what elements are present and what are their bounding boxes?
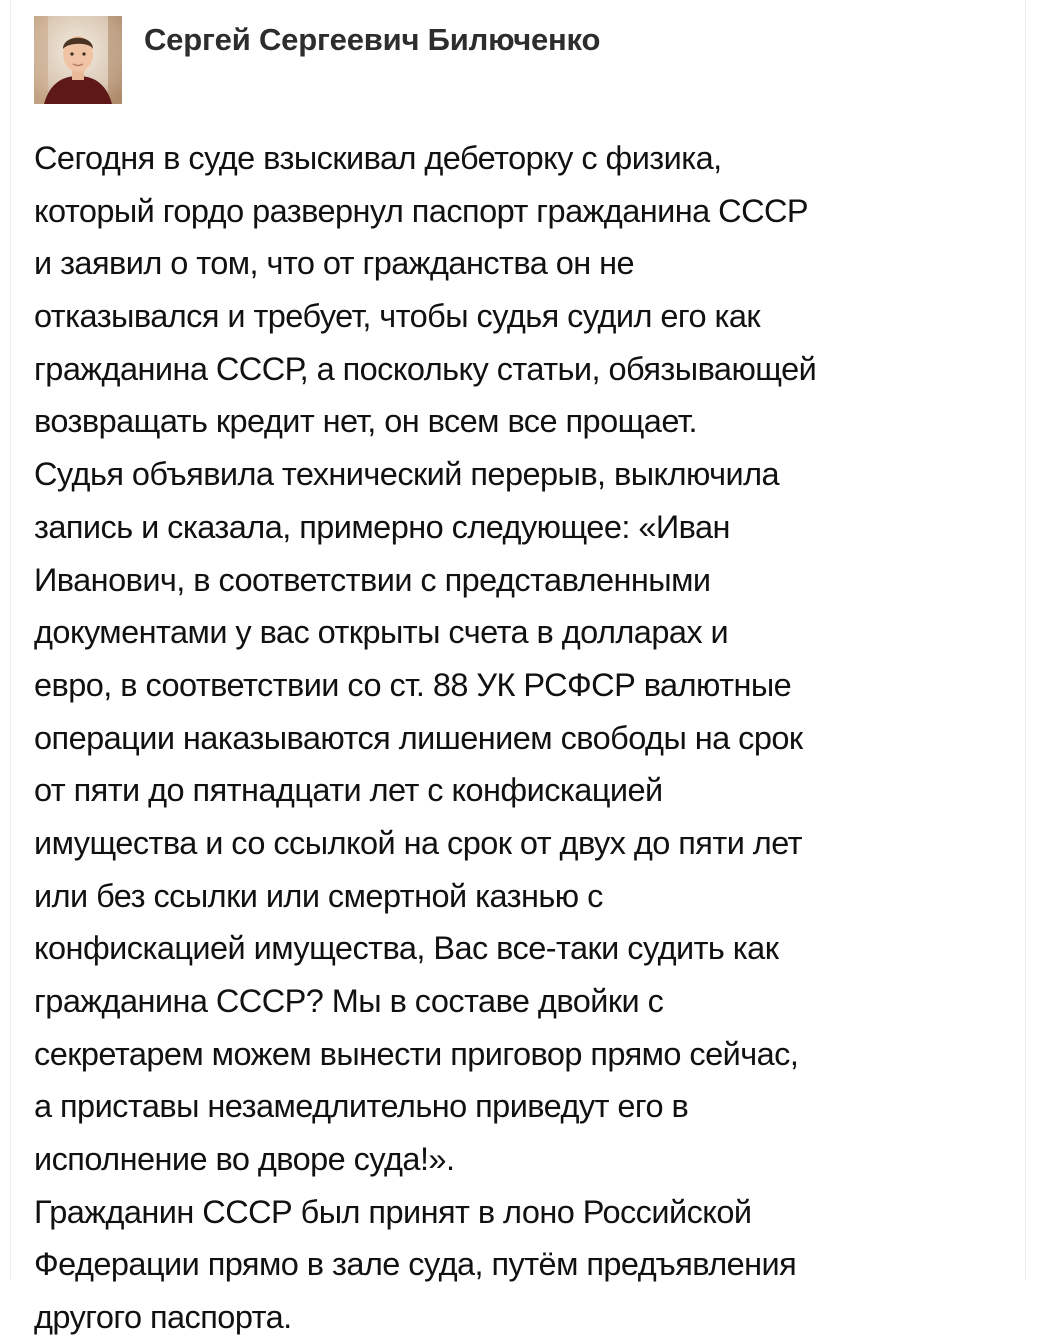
- post-text-line: имущества и со ссылкой на срок от двух до пяти лет: [34, 824, 802, 861]
- post-text-line: Судья объявила технический перерыв, выключила: [34, 456, 780, 493]
- post-header: [34, 16, 600, 104]
- post-text-line: или без ссылки или смертной казнью с: [34, 877, 603, 914]
- post-text-line: секретарем можем вынести приговор прямо сейчас,: [34, 1035, 799, 1072]
- post-text-line: который гордо развернул паспорт гражданина СССР: [34, 192, 809, 229]
- post-text-line: от пяти до пятнадцати лет с конфискацией: [34, 772, 663, 809]
- post-text-line: возвращать кредит нет, он всем все прощает.: [34, 403, 697, 440]
- post-text-line: гражданина СССР? Мы в составе двойки с: [34, 983, 664, 1019]
- post-text-line: а приставы незамедлительно приведут его в: [34, 1088, 689, 1125]
- post-text-line: гражданина СССР, а поскольку статьи, обязывающей: [34, 350, 817, 387]
- post-text-line: отказывался и требует, чтобы судья судил его как: [34, 298, 761, 335]
- author-avatar[interactable]: [34, 16, 122, 104]
- post-text-line: операции наказываются лишением свободы на срок: [34, 719, 803, 756]
- post-text-line: исполнение во дворе суда!».: [34, 1141, 455, 1178]
- post-text-line: Иванович, в соответствии с представленными: [34, 561, 711, 598]
- post-text-line: Сегодня в суде взыскивал дебеторку с физика,: [34, 140, 722, 176]
- post-text-line: другого паспорта.: [34, 1299, 292, 1336]
- post-text-line: Гражданин СССР был принят в лоно Российской: [34, 1193, 752, 1230]
- post-text-line: Федерации прямо в зале суда, путём предъявления: [34, 1246, 797, 1283]
- post-text-line: запись и сказала, примерно следующее: «Иван: [34, 508, 730, 545]
- author-name[interactable]: Сергей Сергеевич Билюченко: [144, 22, 601, 57]
- post-text-line: документами у вас открыты счета в долларах и: [34, 614, 729, 651]
- post-text-line: и заявил о том, что от гражданства он не: [34, 245, 635, 282]
- post-text: [34, 132, 1009, 1344]
- avatar-photo-icon: [34, 16, 122, 104]
- post-text-line: евро, в соответствии со ст. 88 УК РСФСР валютные: [34, 666, 792, 703]
- post-text-line: конфискацией имущества, Вас все-таки судить как: [34, 930, 779, 967]
